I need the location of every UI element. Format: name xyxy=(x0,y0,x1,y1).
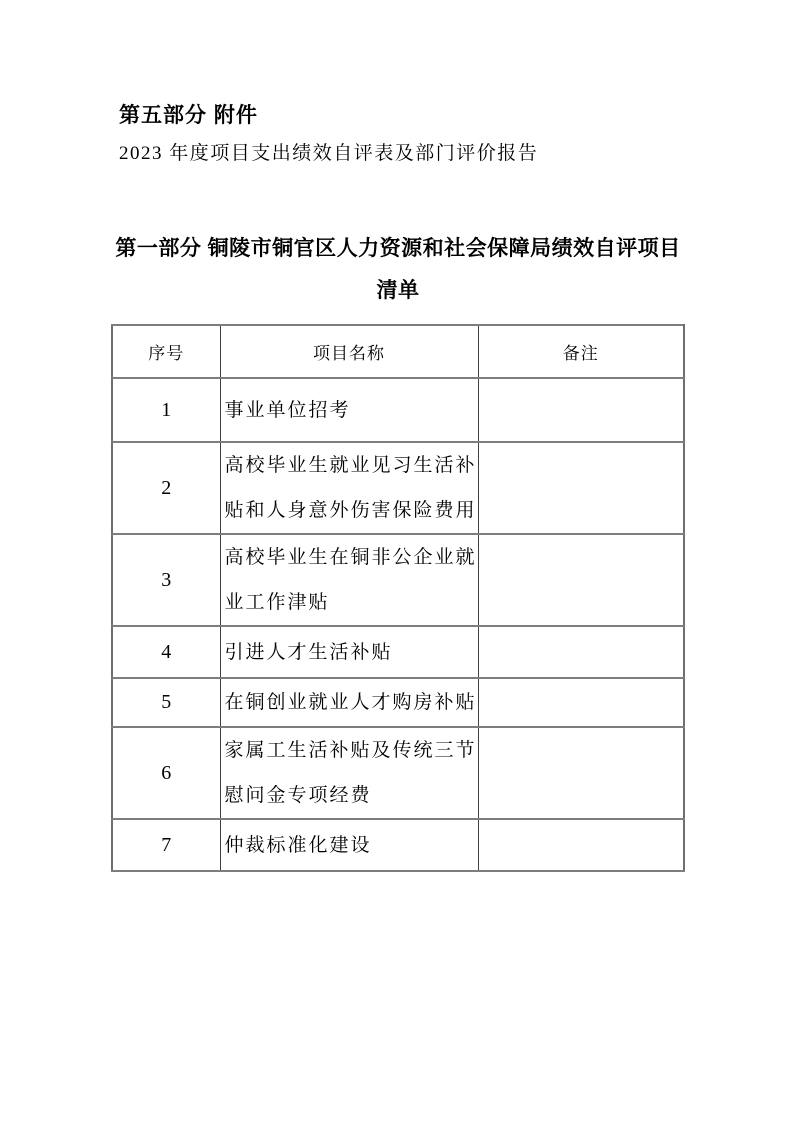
remark-cell xyxy=(478,626,684,678)
table-row xyxy=(112,442,684,534)
col-header-no: 序号 xyxy=(112,325,220,378)
remark-cell xyxy=(478,378,684,442)
table-row xyxy=(112,626,684,678)
project-name-cell: 在铜创业就业人才购房补贴 xyxy=(220,678,478,727)
project-name-cell: 高校毕业生就业见习生活补贴和人身意外伤害保险费用 xyxy=(220,442,478,534)
col-header-remark: 备注 xyxy=(478,325,684,378)
project-name-cell: 高校毕业生在铜非公企业就业工作津贴 xyxy=(220,534,478,626)
table-row xyxy=(112,819,684,871)
project-name-cell: 家属工生活补贴及传统三节慰问金专项经费 xyxy=(220,727,478,819)
remark-cell xyxy=(478,534,684,626)
document-subtitle: 2023 年度项目支出绩效自评表及部门评价报告 xyxy=(119,143,539,164)
project-name-cell: 仲裁标准化建设 xyxy=(220,819,478,871)
part-heading: 第一部分 铜陵市铜官区人力资源和社会保障局绩效自评项目清单 xyxy=(115,237,681,302)
project-name-cell: 事业单位招考 xyxy=(220,378,478,442)
row-number-cell: 2 xyxy=(112,442,220,534)
remark-cell xyxy=(478,678,684,727)
row-number-cell: 6 xyxy=(112,727,220,819)
remark-cell xyxy=(478,819,684,871)
table-row xyxy=(112,378,684,442)
project-name-cell: 引进人才生活补贴 xyxy=(220,626,478,678)
remark-cell xyxy=(478,442,684,534)
table-header-row xyxy=(112,325,684,378)
col-header-project-name: 项目名称 xyxy=(220,325,478,378)
row-number-cell: 1 xyxy=(112,378,220,442)
row-number-cell: 4 xyxy=(112,626,220,678)
table-row xyxy=(112,678,684,727)
row-number-cell: 3 xyxy=(112,534,220,626)
table-row xyxy=(112,534,684,626)
table-row xyxy=(112,727,684,819)
section-heading: 第五部分 附件 xyxy=(119,104,258,127)
row-number-cell: 5 xyxy=(112,678,220,727)
project-list-table xyxy=(111,324,685,872)
remark-cell xyxy=(478,727,684,819)
row-number-cell: 7 xyxy=(112,819,220,871)
